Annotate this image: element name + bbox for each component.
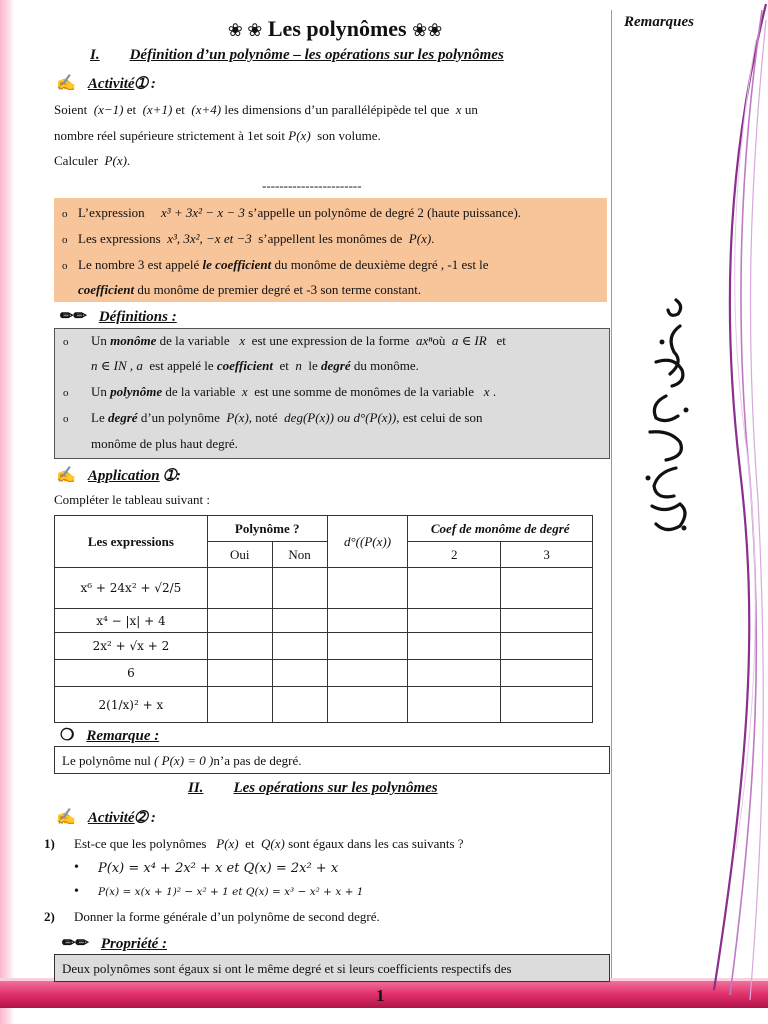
coef2-cell[interactable] <box>408 633 501 660</box>
header-polynome: Polynôme ? <box>207 516 327 542</box>
table-row <box>55 687 593 723</box>
text: du monôme de deuxième degré , -1 est le <box>274 257 489 272</box>
text: . <box>126 153 131 168</box>
math: (x+1) <box>142 102 173 117</box>
text: monôme <box>110 333 157 348</box>
observation-2 <box>62 231 434 247</box>
activity-1-line-1 <box>54 102 478 118</box>
case-1-equation: P(x) = x⁴ + 2x² + x et Q(x) = 2x² + x <box>98 861 339 876</box>
table-row <box>55 633 593 660</box>
definition-polynome <box>63 384 496 400</box>
activity-2-number: ➁ <box>134 810 148 826</box>
bullet: • <box>74 860 79 875</box>
text: coefficient <box>216 358 273 373</box>
flower-ornament-right: ❀❀ <box>412 20 443 40</box>
text: du monôme de premier degré et -3 son terme constant. <box>137 282 422 297</box>
math: deg(P(x)) ou d°(P(x)) <box>284 410 397 425</box>
page-title <box>170 16 500 42</box>
math: (x+4) <box>191 102 222 117</box>
activity-1-line-2 <box>54 128 381 144</box>
section-2-number: II. <box>188 780 204 796</box>
header-coefficients: Coef de monôme de degré <box>408 516 593 542</box>
property-heading <box>62 933 167 953</box>
section-2-heading <box>188 780 438 797</box>
flower-ornament-left: ❀ ❀ <box>227 20 263 40</box>
definition-degre <box>63 410 483 426</box>
section-1-number: I. <box>90 47 100 63</box>
coef3-cell[interactable] <box>501 633 593 660</box>
remark-text <box>62 753 301 769</box>
text: polynôme <box>110 384 163 399</box>
table-header-row <box>55 516 593 542</box>
remark-heading <box>60 725 159 745</box>
coef3-cell[interactable] <box>501 568 593 609</box>
oui-cell[interactable] <box>207 568 272 609</box>
case-2-equation: P(x) = x(x + 1)² − x² + 1 et Q(x) = x³ − x² + x + 1 <box>98 886 364 898</box>
non-cell[interactable] <box>272 660 327 687</box>
math: ( P(x) = 0 ) <box>154 753 214 768</box>
activity-2-colon: : <box>147 810 156 826</box>
question-1-number: 1) <box>44 836 55 851</box>
math: P(x) <box>216 836 239 851</box>
text: Le polynôme nul <box>62 753 151 768</box>
remark-box <box>54 746 610 774</box>
text: où <box>432 333 446 348</box>
math: P(x) <box>288 128 311 143</box>
text: . <box>492 384 497 399</box>
pencil-icon: ✍ <box>56 809 76 826</box>
section-1-heading <box>90 47 504 64</box>
header-non: Non <box>272 542 327 568</box>
activity-1-number: ➀ <box>134 76 148 92</box>
bullet: o <box>62 260 68 272</box>
section-1-title: Définition d’un polynôme – les opérations sur les polynômes <box>129 47 504 63</box>
activity-2-heading <box>56 807 156 827</box>
text: et <box>126 102 137 117</box>
page-number: 1 <box>376 986 385 1005</box>
text: Le <box>91 410 105 425</box>
text: et <box>245 836 255 851</box>
header-expressions: Les expressions <box>55 516 208 568</box>
coef3-cell[interactable] <box>501 660 593 687</box>
pencil-icon: ✏✏ <box>60 308 87 325</box>
coef2-cell[interactable] <box>408 660 501 687</box>
non-cell[interactable] <box>272 687 327 723</box>
degree-cell[interactable] <box>327 687 408 723</box>
text: L’expression <box>78 205 145 220</box>
degree-cell[interactable] <box>327 609 408 633</box>
text: Calculer <box>54 153 99 168</box>
activity-1-heading <box>56 73 156 93</box>
dashed-separator: ----------------------- <box>262 178 362 193</box>
circle-icon: ❍ <box>60 727 75 744</box>
activity-1-line-3 <box>54 153 130 169</box>
text: d’un polynôme <box>140 410 220 425</box>
application-instruction: Compléter le tableau suivant : <box>54 492 210 507</box>
math: x <box>483 384 490 399</box>
math: (x−1) <box>93 102 124 117</box>
non-cell[interactable] <box>272 609 327 633</box>
coef2-cell[interactable] <box>408 687 501 723</box>
application-number: ➀ <box>163 468 176 484</box>
math: n ∈ IN , a <box>91 358 143 373</box>
text: degré <box>107 410 138 425</box>
bullet: o <box>63 413 69 425</box>
question-1-text <box>74 836 464 852</box>
definition-monome-continued <box>91 358 419 374</box>
text: Les expressions <box>78 231 161 246</box>
non-cell[interactable] <box>272 633 327 660</box>
text: sont égaux dans les cas suivants ? <box>288 836 464 851</box>
math: x <box>241 384 248 399</box>
observation-3 <box>62 257 489 273</box>
expression-cell: 2x² + √x + 2 <box>55 633 208 660</box>
expression-cell: 6 <box>55 660 208 687</box>
degree-cell[interactable] <box>327 568 408 609</box>
math: P(x) <box>226 410 249 425</box>
text: s’appelle un polynôme de degré 2 (haute puissance). <box>248 205 522 220</box>
left-decorative-band <box>0 0 14 1024</box>
degree-cell[interactable] <box>327 660 408 687</box>
text: le coefficient <box>202 257 272 272</box>
degree-cell[interactable] <box>327 633 408 660</box>
math: x³ + 3x² − x − 3 <box>160 205 245 220</box>
text: Un <box>91 333 107 348</box>
text: est appelé le <box>149 358 214 373</box>
text: Un <box>91 384 107 399</box>
math: axⁿ <box>415 333 433 348</box>
text: n’a pas de degré. <box>213 753 302 768</box>
expression-cell: x⁴ − |x| + 4 <box>55 609 208 633</box>
definitions-heading <box>60 306 177 326</box>
math: x <box>239 333 246 348</box>
text: son volume. <box>317 128 381 143</box>
activity-1-colon: : <box>147 76 156 92</box>
text: s’appellent les monômes de <box>258 231 403 246</box>
property-box <box>54 954 610 982</box>
property-label: Propriété : <box>100 936 168 952</box>
question-2-number: 2) <box>44 909 55 924</box>
table-row <box>55 568 593 609</box>
text: coefficient <box>78 282 135 297</box>
math: a ∈ IR <box>451 333 487 348</box>
application-colon: : <box>175 468 181 484</box>
text: le <box>308 358 318 373</box>
definition-degre-continued: monôme de plus haut degré. <box>91 436 238 451</box>
bullet: o <box>62 208 68 220</box>
handwritten-signature <box>636 292 700 552</box>
math: Q(x) <box>261 836 285 851</box>
text: Le nombre 3 est appelé <box>78 257 200 272</box>
bullet: o <box>63 336 69 348</box>
text: et <box>279 358 289 373</box>
math: P(x) <box>408 231 432 246</box>
application-heading <box>56 465 181 485</box>
text: et <box>175 102 185 117</box>
header-oui: Oui <box>207 542 272 568</box>
text: de la variable <box>165 384 236 399</box>
text: est une expression de la forme <box>251 333 410 348</box>
section-2-title: Les opérations sur les polynômes <box>233 780 438 796</box>
remarks-heading: Remarques <box>624 14 695 30</box>
coef3-cell[interactable] <box>501 609 593 633</box>
text: degré <box>320 358 351 373</box>
text: . <box>431 231 435 246</box>
text: est une somme de monômes de la variable <box>254 384 475 399</box>
header-degree: d°((P(x)) <box>327 516 408 568</box>
definitions-label: Définitions : <box>98 309 177 325</box>
bullet: o <box>62 234 68 246</box>
math: P(x) <box>104 153 127 168</box>
text: Est-ce que les polynômes <box>74 836 207 851</box>
activity-2-label: Activité <box>87 810 135 826</box>
exercise-table <box>54 515 593 723</box>
text: un <box>464 102 478 117</box>
observations-box <box>54 198 607 302</box>
table-row <box>55 660 593 687</box>
pencil-icon: ✍ <box>56 75 76 92</box>
bullet: • <box>74 884 79 899</box>
text: , noté <box>248 410 278 425</box>
text: les dimensions d’un parallélépipède tel que <box>224 102 450 117</box>
decorative-swirl <box>700 0 768 1024</box>
pencil-icon: ✏✏ <box>62 935 89 952</box>
remark-label: Remarque : <box>86 728 160 744</box>
definition-monome <box>63 333 506 349</box>
text: Soient <box>54 102 88 117</box>
activity-1-label: Activité <box>87 76 135 92</box>
observation-1 <box>62 205 521 221</box>
bullet: o <box>63 387 69 399</box>
text: du monôme. <box>353 358 419 373</box>
text: , est celui de son <box>396 410 483 425</box>
property-text: Deux polynômes sont égaux si ont le même degré et si leurs coefficients respectifs des <box>62 961 512 976</box>
coef2-cell[interactable] <box>408 568 501 609</box>
math: x <box>455 102 462 117</box>
oui-cell[interactable] <box>207 633 272 660</box>
application-label: Application <box>87 468 160 484</box>
coef2-cell[interactable] <box>408 609 501 633</box>
pencil-icon: ✍ <box>56 467 76 484</box>
text: nombre réel supérieure strictement à 1et soit <box>54 128 286 143</box>
non-cell[interactable] <box>272 568 327 609</box>
oui-cell[interactable] <box>207 660 272 687</box>
oui-cell[interactable] <box>207 609 272 633</box>
text: et <box>496 333 506 348</box>
question-2-text: Donner la forme générale d’un polynôme de second degré. <box>74 909 380 924</box>
oui-cell[interactable] <box>207 687 272 723</box>
expression-cell: x⁶ + 24x² + √2/5 <box>55 568 208 609</box>
math: x³, 3x², −x et −3 <box>167 231 252 246</box>
header-degree-3: 3 <box>501 542 593 568</box>
table-row <box>55 609 593 633</box>
observation-3-continued <box>78 282 421 298</box>
page-title-text: Les polynômes <box>267 16 407 41</box>
text: de la variable <box>159 333 230 348</box>
coef3-cell[interactable] <box>501 687 593 723</box>
expression-cell: 2(1/x)² + x <box>55 687 208 723</box>
definitions-box <box>54 328 610 459</box>
header-degree-2: 2 <box>408 542 501 568</box>
margin-divider <box>611 10 612 980</box>
math: n <box>295 358 302 373</box>
